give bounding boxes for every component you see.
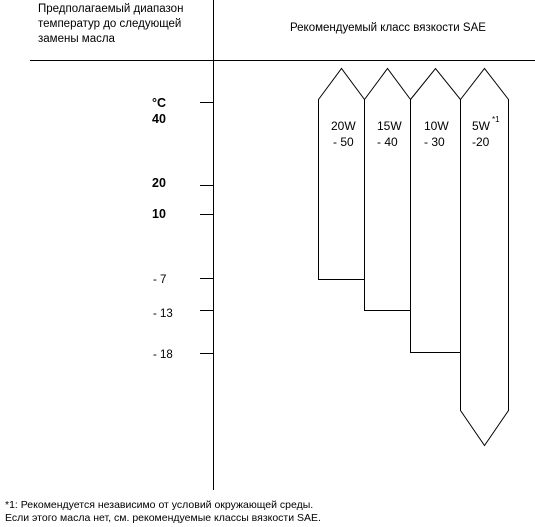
grade-10w-line1: 10W xyxy=(424,119,449,133)
temp-label-minus-18: - 18 xyxy=(153,349,173,361)
footnote xyxy=(5,499,321,524)
grade-5w-line1: 5W xyxy=(472,119,490,133)
temp-label-minus-7: - 7 xyxy=(153,274,167,286)
header-right-title: Рекомендуемый класс вязкости SAE xyxy=(290,22,486,34)
header-left-line-1: Предполагаемый диапазон xyxy=(38,3,184,15)
grade-15w-line1: 15W xyxy=(377,119,402,133)
temperature-unit: °C xyxy=(152,96,167,110)
grade-5w-line2: -20 xyxy=(472,135,490,149)
footnote-line-1: *1: Рекомендуется независимо от условий окружающей среды. xyxy=(5,499,314,511)
grade-10w-line2: - 30 xyxy=(424,135,445,149)
grade-20w-line2: - 50 xyxy=(333,135,354,149)
grade-5w-footnote-marker: *1 xyxy=(492,115,500,124)
footnote-line-2: Если этого масла нет, см. рекомендуемые классы вязкости SAE. xyxy=(5,511,321,524)
temp-label-40: 40 xyxy=(152,112,166,126)
header-left-line-2: температур до следующей xyxy=(38,18,182,30)
grade-arrow-20w-50 xyxy=(319,69,365,280)
temp-label-minus-13: - 13 xyxy=(153,308,173,320)
grade-arrow-15w-40 xyxy=(365,69,411,311)
grade-15w-line2: - 40 xyxy=(377,135,398,149)
grade-20w-line1: 20W xyxy=(331,119,356,133)
temp-label-20: 20 xyxy=(152,176,166,190)
temp-label-10: 10 xyxy=(152,207,166,221)
header-left-line-3: замены масла xyxy=(38,33,115,45)
grade-arrow-10w-30 xyxy=(411,69,461,353)
